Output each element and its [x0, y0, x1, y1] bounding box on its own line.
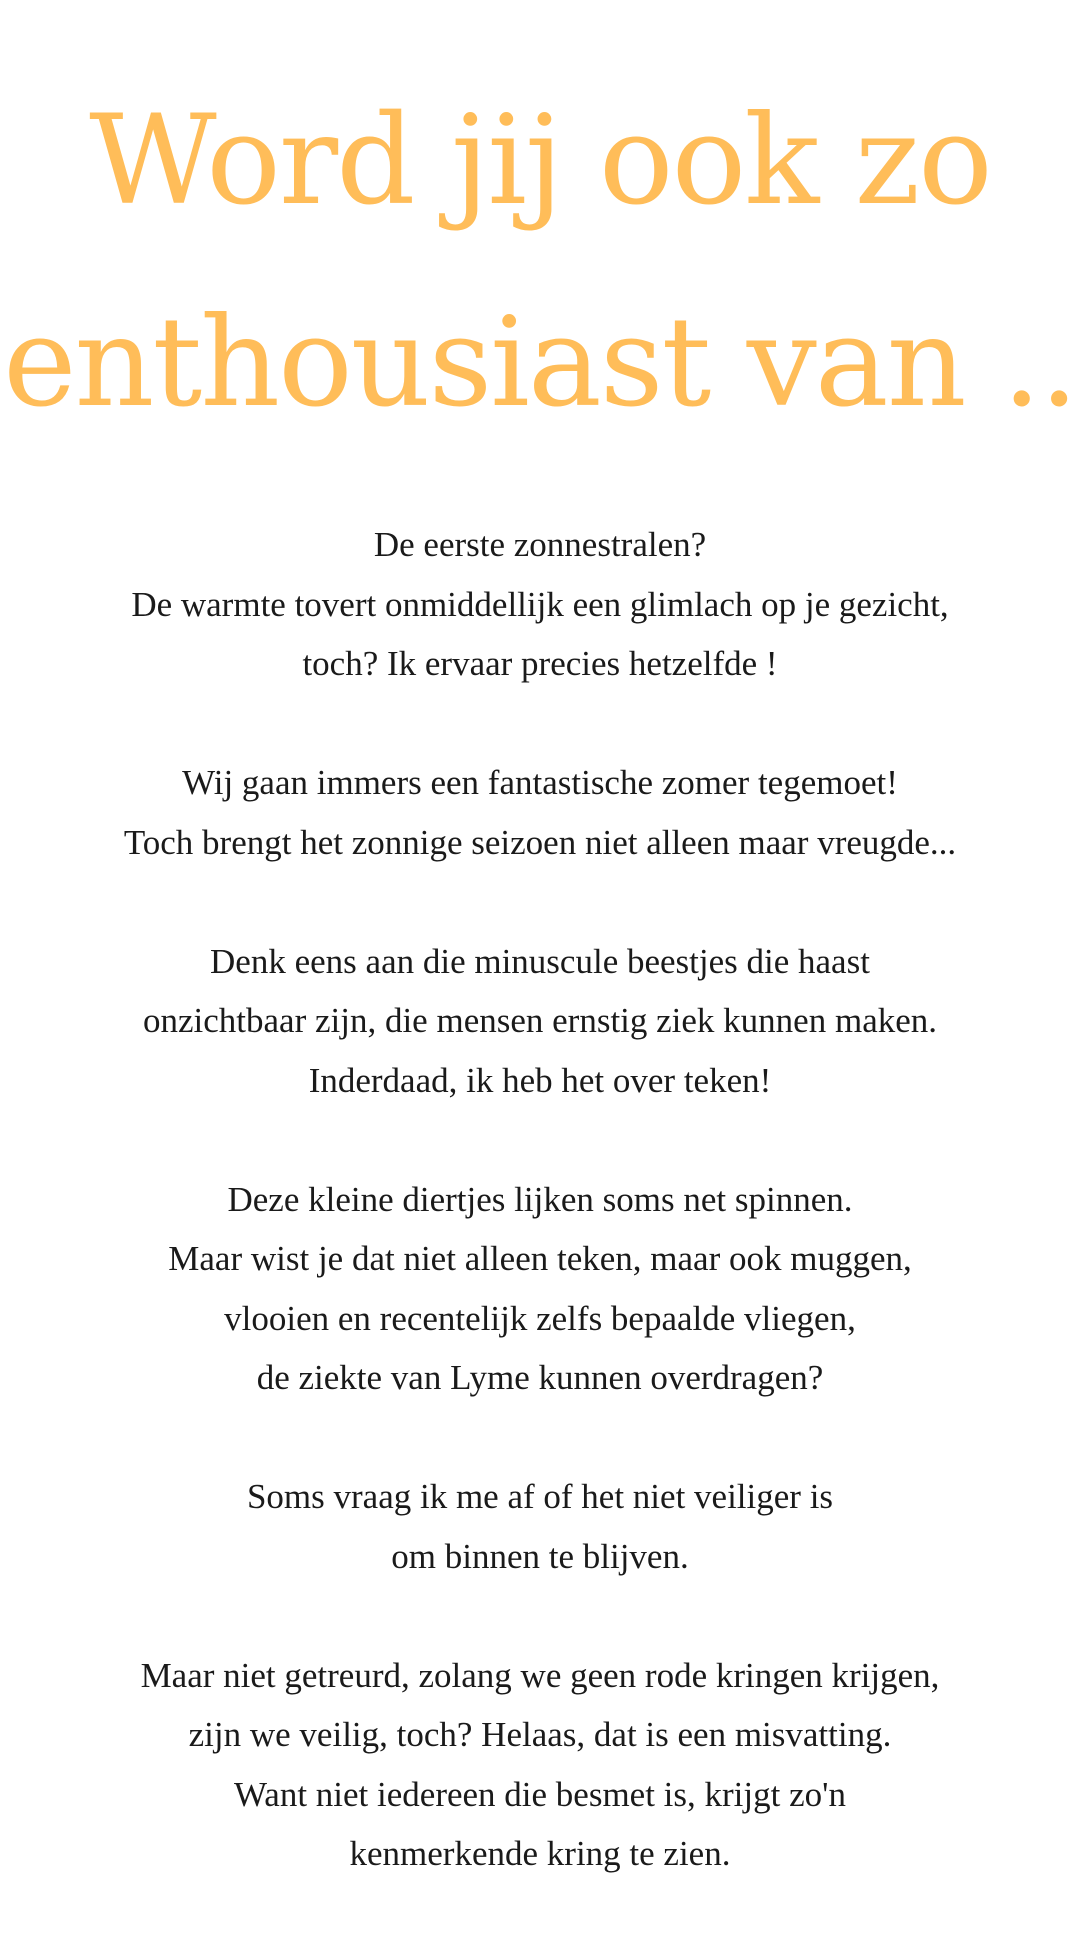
paragraph-1: [0, 515, 1080, 694]
text-line: kenmerkende kring te zien.: [349, 1834, 731, 1873]
text-line: Inderdaad, ik heb het over teken!: [308, 1060, 772, 1100]
paragraph-2: [0, 753, 1080, 872]
body-text: [0, 515, 1080, 1943]
paragraph-3: [0, 932, 1080, 1111]
text-line: De eerste zonnestralen?: [373, 525, 707, 564]
text-line: De warmte tovert onmiddellijk een glimlach op je gezicht,: [131, 584, 949, 624]
text-line: Soms vraag ik me af of het niet veiliger is: [246, 1477, 834, 1516]
text-line: de ziekte van Lyme kunnen overdragen?: [256, 1358, 824, 1397]
paragraph-5: [0, 1467, 1080, 1586]
text-line: vlooien en recentelijk zelfs bepaalde vliegen,: [224, 1298, 856, 1338]
text-line: Maar wist je dat niet alleen teken, maar ook muggen,: [168, 1239, 912, 1278]
text-line: Maar niet getreurd, zolang we geen rode kringen krijgen,: [140, 1655, 940, 1695]
title-line-2: enthousiast van ..: [3, 291, 1077, 435]
page-title: [0, 60, 1080, 464]
text-line: Want niet iedereen die besmet is, krijgt zo'n: [234, 1774, 846, 1814]
paragraph-6: [0, 1646, 1080, 1884]
title-line-1: Word jij ook zo: [89, 89, 991, 233]
text-line: toch? Ik ervaar precies hetzelfde !: [302, 644, 778, 683]
text-line: Wij gaan immers een fantastische zomer tegemoet!: [182, 763, 898, 802]
text-line: onzichtbaar zijn, die mensen ernstig ziek kunnen maken.: [142, 1001, 938, 1040]
text-line: om binnen te blijven.: [391, 1536, 689, 1576]
text-line: Deze kleine diertjes lijken soms net spinnen.: [227, 1179, 853, 1219]
text-line: zijn we veilig, toch? Helaas, dat is een misvatting.: [188, 1715, 892, 1754]
paragraph-4: [0, 1170, 1080, 1408]
text-line: Denk eens aan die minuscule beestjes die haast: [210, 941, 870, 981]
text-line: Toch brengt het zonnige seizoen niet alleen maar vreugde...: [123, 822, 957, 862]
